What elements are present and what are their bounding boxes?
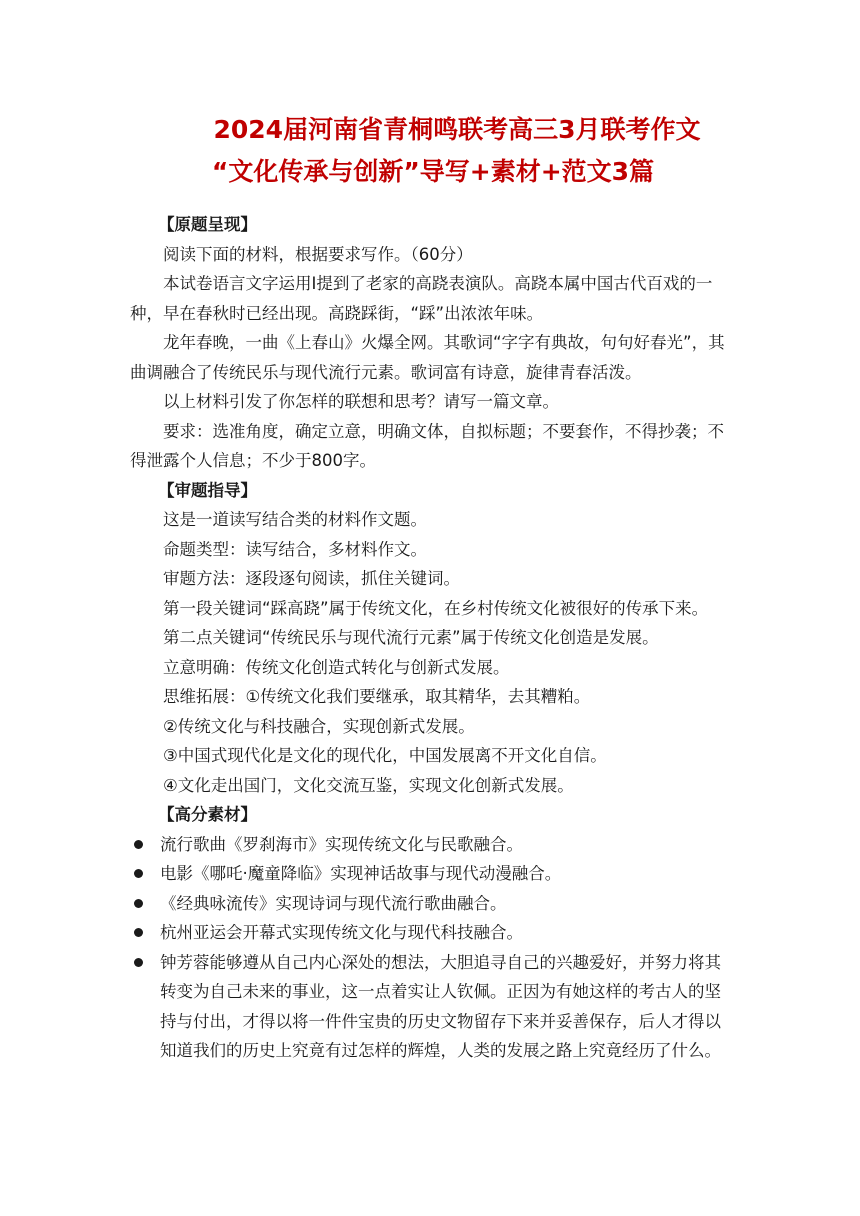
original-paragraph: 阅读下面的材料，根据要求写作。（60分） — [163, 244, 473, 264]
guide-paragraph: ④文化走出国门，文化交流互鉴，实现文化创新式发展。 — [163, 775, 574, 795]
material-text: 流行歌曲《罗刹海市》实现传统文化与民歌融合。 — [160, 834, 523, 854]
guide-paragraph: 第一段关键词“踩高跷”属于传统文化，在乡村传统文化被很好的传承下来。 — [163, 598, 709, 618]
bullet-icon — [134, 869, 143, 878]
bullet-icon — [134, 958, 143, 967]
material-text: 杭州亚运会开幕式实现传统文化与现代科技融合。 — [160, 923, 523, 942]
guide-paragraph: 第二点关键词“传统民乐与现代流行元素”属于传统文化创造是发展。 — [163, 628, 659, 647]
materials-list — [130, 830, 732, 1066]
original-paragraph: 本试卷语言文字运用Ⅰ提到了老家的高跷表演队。高跷本属中国古代百戏的一种，早在春秋时已经出现。高跷踩街，“踩”出浓浓年味。 — [130, 274, 713, 323]
guide-paragraph: ②传统文化与科技融合，实现创新式发展。 — [163, 716, 475, 736]
original-paragraph: 要求：选准角度，确定立意，明确文体，自拟标题；不要套作，不得抄袭；不得泄露个人信息；不少于800字。 — [130, 421, 724, 470]
list-item — [130, 830, 732, 860]
list-item — [130, 859, 732, 889]
guide-paragraph: 思维拓展：①传统文化我们要继承，取其精华，去其糟粕。 — [163, 687, 591, 706]
document-body — [130, 210, 732, 1066]
original-paragraph: 龙年春晚，一曲《上春山》火爆全网。其歌词“字字有典故，句句好春光”，其曲调融合了传统民乐与现代流行元素。歌词富有诗意，旋律青春活泼。 — [130, 333, 725, 382]
section-heading-materials: 【高分素材】 — [158, 805, 257, 824]
material-text: 《经典咏流传》实现诗词与现代流行歌曲融合。 — [160, 893, 507, 913]
document-title-line-1: 2024届河南省青桐鸣联考高三3月联考作文 — [213, 115, 701, 144]
document-title-line-2: “文化传承与创新”导写+素材+范文3篇 — [211, 157, 655, 186]
bullet-icon — [134, 899, 143, 908]
bullet-icon — [134, 928, 143, 937]
section-heading-guide: 【审题指导】 — [158, 480, 257, 500]
list-item — [130, 889, 732, 919]
material-text: 钟芳蓉能够遵从自己内心深处的想法，大胆追寻自己的兴趣爱好，并努力将其转变为自己未来的事业，这一点着实让人钦佩。正因为有她这样的考古人的坚持与付出，才得以将一件件宝贵的历史文物留存下来并妥善保存，后人才得以知道我们的历史上究竟有过怎样的辉煌，人类的发展之路上究竟经历了什么。 — [160, 952, 721, 1060]
guide-paragraph: 命题类型：读写结合，多材料作文。 — [163, 539, 427, 559]
guide-paragraph: ③中国式现代化是文化的现代化，中国发展离不开文化自信。 — [163, 746, 607, 765]
guide-paragraph: 立意明确：传统文化创造式转化与创新式发展。 — [163, 657, 510, 677]
bullet-icon — [134, 840, 143, 849]
material-text: 电影《哪吒·魔童降临》实现神话故事与现代动漫融合。 — [160, 864, 562, 883]
section-heading-original: 【原题呈现】 — [158, 215, 257, 234]
list-item — [130, 918, 732, 948]
list-item — [130, 948, 732, 1066]
original-paragraph: 以上材料引发了你怎样的联想和思考？请写一篇文章。 — [163, 392, 559, 411]
guide-paragraph: 审题方法：逐段逐句阅读，抓住关键词。 — [163, 569, 460, 588]
guide-paragraph: 这是一道读写结合类的材料作文题。 — [163, 510, 427, 529]
